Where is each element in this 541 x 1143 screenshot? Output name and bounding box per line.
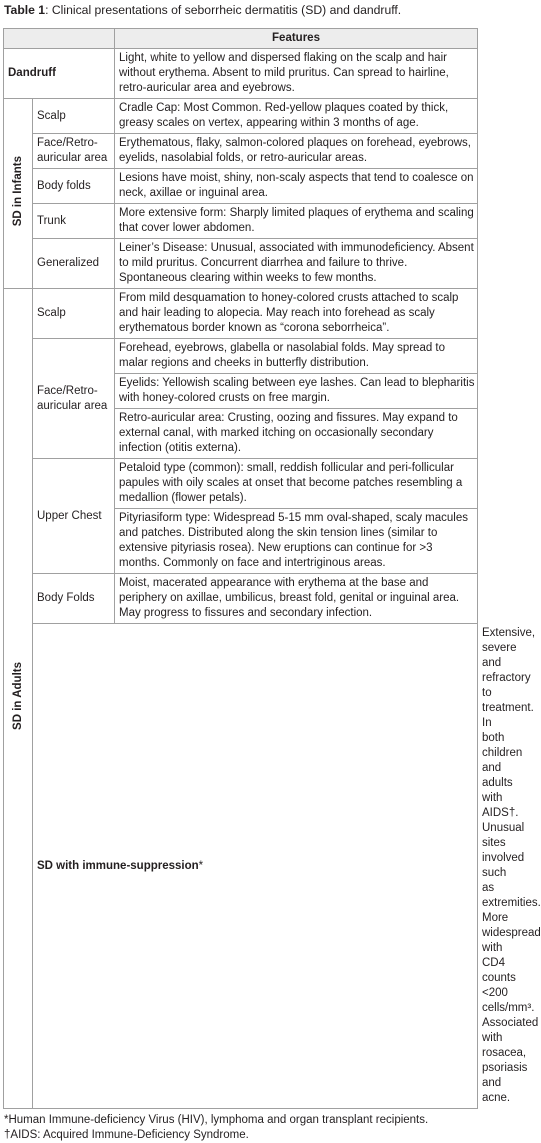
footnotes	[4, 1113, 476, 1143]
row-label: Generalized	[33, 239, 115, 289]
row-features: Leiner’s Disease: Unusual, associated with immunodeficiency. Absent to mild pruritus. Concurrent diarrhea and failure to thrive. Spontaneous clearing within weeks to few months.	[115, 239, 478, 289]
row-features: Erythematous, flaky, salmon-colored plaques on forehead, eyebrows, eyelids, nasolabial folds, or retro-auricular areas.	[115, 134, 478, 169]
table-row	[4, 204, 478, 239]
immune-label-cell	[33, 624, 478, 1109]
adults-group-label: SD in Adults	[11, 662, 24, 730]
row-features: Retro-auricular area: Crusting, oozing and fissures. May expand to external canal, with marked itching on occasionally secondary infection (otitis externa).	[115, 409, 478, 459]
row-label: Scalp	[33, 99, 115, 134]
infants-group-label: SD in Infants	[11, 155, 24, 227]
row-label: Body folds	[33, 169, 115, 204]
immune-label: SD with immune-suppression	[37, 859, 199, 872]
footnote: *Human Immune-deficiency Virus (HIV), lymphoma and organ transplant recipients.	[4, 1114, 429, 1126]
dandruff-label: Dandruff	[4, 49, 115, 99]
footnote: †AIDS: Acquired Immune-Deficiency Syndrome.	[4, 1129, 249, 1141]
immune-mark: *	[198, 859, 204, 872]
row-label: Upper Chest	[33, 459, 115, 574]
table-caption	[4, 2, 401, 18]
table-label: Table 1	[4, 3, 46, 17]
infants-group-cell	[4, 99, 33, 289]
clinical-table	[3, 28, 541, 1109]
table-row	[4, 99, 478, 134]
row-features: Pityriasiform type: Widespread 5-15 mm oval-shaped, scaly macules and patches. Distributed along the skin tension lines (similar to extensive pityriasis rosea). New eruptions can continue for >3 months. Commonly on face and intertriginous areas.	[115, 509, 478, 574]
adults-group-cell	[4, 289, 33, 1109]
table-row	[4, 49, 478, 99]
header-row	[4, 29, 478, 49]
row-label: Body Folds	[33, 574, 115, 624]
caption-text: : Clinical presentations of seborrheic dermatitis (SD) and dandruff.	[45, 3, 402, 17]
table-row	[4, 459, 478, 509]
table-row	[4, 339, 478, 374]
table-row	[4, 169, 478, 204]
row-label: Face/Retro-auricular area	[33, 339, 115, 459]
table-row	[4, 574, 478, 624]
row-features: Forehead, eyebrows, glabella or nasolabial folds. May spread to malar regions and cheeks in butterfly distribution.	[115, 339, 478, 374]
row-features: From mild desquamation to honey-colored crusts attached to scalp and hair leading to alopecia. May reach into forehead as scaly erythematous border known as “corona seborrheica”.	[115, 289, 478, 339]
row-features: Cradle Cap: Most Common. Red-yellow plaques coated by thick, greasy scales on vertex, appearing within 3 months of age.	[115, 99, 478, 134]
table-row	[4, 289, 478, 339]
table-row: SD with immune-suppression* Extensive, severe and refractory to treatment. In both children and adults with AIDS†. Unusual sites involved such as extremities. More widespread with CD4 counts <200 cells/mm³. Associated with rosacea, psoriasis and acne.	[4, 624, 478, 1109]
row-label: Trunk	[33, 204, 115, 239]
dandruff-features: Light, white to yellow and dispersed flaking on the scalp and hair without erythema. Absent to mild pruritus. Can spread to hairline, retro-auricular area and eyebrows.	[115, 49, 478, 99]
row-features: Eyelids: Yellowish scaling between eye lashes. Can lead to blepharitis with honey-colored crusts on free margin.	[115, 374, 478, 409]
row-label: Face/Retro-auricular area	[33, 134, 115, 169]
table-row	[4, 134, 478, 169]
header-blank-cell	[4, 29, 115, 49]
header-features: Features	[115, 29, 478, 49]
row-label: Scalp	[33, 289, 115, 339]
table-row	[4, 239, 478, 289]
row-features: Petaloid type (common): small, reddish follicular and peri-follicular papules with oily scales at onset that become patches resembling a medallion (flower petals).	[115, 459, 478, 509]
row-features: Moist, macerated appearance with erythema at the base and periphery on axillae, umbilicus, breast fold, genital or inguinal area. May progress to fissures and secondary infection.	[115, 574, 478, 624]
row-features: More extensive form: Sharply limited plaques of erythema and scaling that cover lower abdomen.	[115, 204, 478, 239]
row-features: Lesions have moist, shiny, non-scaly aspects that tend to coalesce on neck, axillae or inguinal area.	[115, 169, 478, 204]
